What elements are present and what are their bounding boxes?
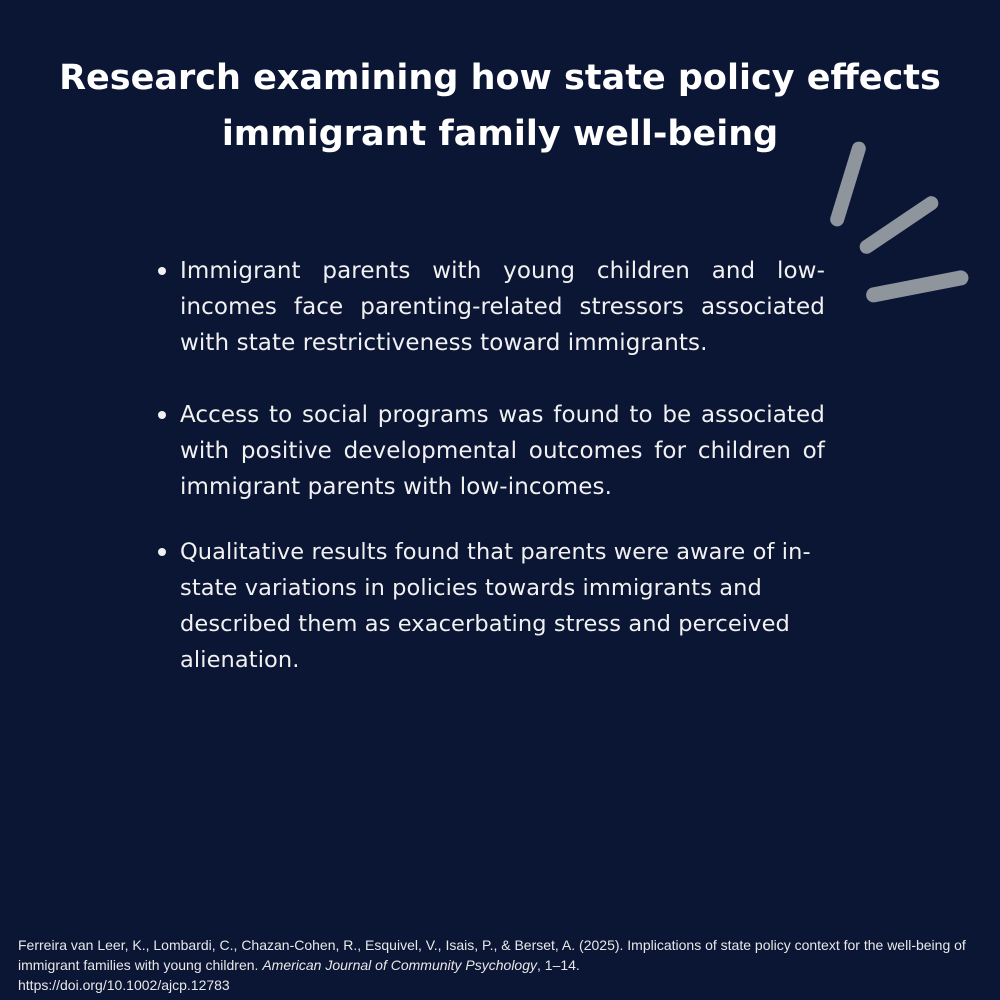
sparkle-stroke-2 [857,193,941,256]
title-line-1: Research examining how state policy effects [59,58,941,98]
sparkle-stroke-3 [865,269,970,304]
finding-text: Qualitative results found that parents were aware of in-state variations in policies towards immigrants and described them as exacerbating stress and perceived alienation. [180,539,811,673]
finding-item [155,397,825,505]
finding-item [155,253,825,361]
finding-text: Access to social programs was found to be associated with positive developmental outcomes for children of immigrant parents with low-incomes. [180,402,825,500]
sparkle-stroke-1 [828,140,867,228]
citation-pages: , 1–14. [537,957,580,973]
title-line-2: immigrant family well-being [221,114,779,154]
citation-doi: https://doi.org/10.1002/ajcp.12783 [18,977,230,993]
bullet-dot [158,548,166,556]
finding-item [155,534,825,678]
citation [18,935,993,995]
findings-list [155,253,825,678]
finding-text: Immigrant parents with young children and low-incomes face parenting-related stressors associated with state restrictiveness toward immigrants. [180,258,825,356]
citation-authors-title: Ferreira van Leer, K., Lombardi, C., Chazan-Cohen, R., Esquivel, V., Isais, P., & Berset, A. (2025). Implications of state policy context for the well-being of immigrant families with young children. [18,937,966,973]
sparkle-burst-icon [810,135,990,315]
citation-journal: American Journal of Community Psychology [262,957,537,973]
bullet-dot [158,411,166,419]
bullet-dot [158,267,166,275]
